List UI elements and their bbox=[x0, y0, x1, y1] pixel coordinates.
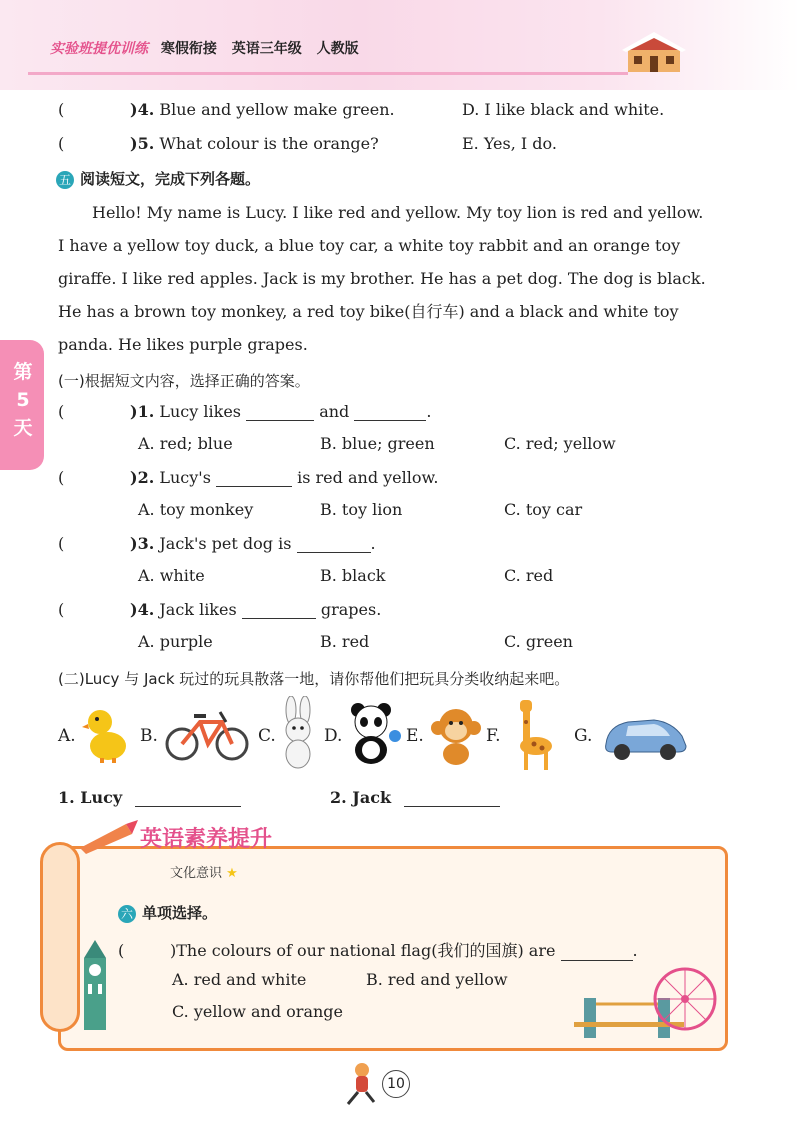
option-b[interactable]: B. red and yellow bbox=[366, 970, 508, 989]
option-c[interactable]: C. red bbox=[504, 566, 554, 585]
answer-paren[interactable]: ( bbox=[58, 468, 65, 487]
question-number: )4. bbox=[130, 100, 155, 119]
answer-paren[interactable]: ( bbox=[118, 941, 125, 960]
option-b[interactable]: B. blue; green bbox=[320, 434, 435, 453]
match-question-4 bbox=[58, 100, 395, 119]
header-title bbox=[50, 38, 359, 58]
section-5-heading bbox=[56, 168, 260, 189]
monkey-icon bbox=[430, 704, 482, 766]
section-title: 阅读短文，完成下列各题。 bbox=[80, 170, 261, 188]
passage-line: giraffe. I like red apples. Jack is my brother. He has a pet dog. The dog is black. bbox=[58, 269, 706, 288]
section-title: 单项选择。 bbox=[142, 904, 218, 922]
banner-title: 英语素养提升 bbox=[140, 827, 273, 852]
toy-label-e: E. bbox=[406, 726, 424, 746]
part-1-title: (一)根据短文内容，选择正确的答案。 bbox=[58, 372, 310, 390]
house-icon bbox=[618, 30, 690, 74]
answer-blank-jack[interactable] bbox=[404, 791, 500, 807]
answer-blank[interactable] bbox=[216, 471, 292, 487]
toy-label-d: D. bbox=[324, 726, 343, 746]
flag-question: ( )The colours of our national flag(我们的国旗) are . bbox=[118, 941, 638, 960]
answer-blank[interactable] bbox=[561, 945, 633, 961]
answer-paren[interactable]: ( bbox=[58, 534, 65, 553]
subject-label: 英语三年级 bbox=[231, 41, 302, 57]
mc-question-4: ( )4. Jack likes grapes. bbox=[58, 600, 382, 619]
option-c[interactable]: C. green bbox=[504, 632, 573, 651]
option-a[interactable]: A. purple bbox=[138, 632, 213, 651]
section-number-icon: 六 bbox=[118, 905, 136, 923]
answer-paren: ( bbox=[58, 100, 65, 119]
car-icon bbox=[598, 708, 692, 764]
option-c[interactable]: C. toy car bbox=[504, 500, 583, 519]
section-number-icon: 五 bbox=[56, 171, 74, 189]
answer-blank-lucy[interactable] bbox=[135, 791, 241, 807]
toy-label-a: A. bbox=[58, 726, 76, 746]
star-icon: ★ bbox=[226, 866, 238, 881]
passage-line: I have a yellow toy duck, a blue toy car, a white toy rabbit and an orange toy bbox=[58, 236, 681, 255]
answer-jack: 2. Jack bbox=[330, 788, 500, 807]
banner-subtitle: 文化意识 ★ bbox=[170, 866, 238, 881]
panda-icon bbox=[346, 700, 402, 766]
answer-paren[interactable]: ( bbox=[58, 402, 65, 421]
answer-blank[interactable] bbox=[242, 603, 316, 619]
option-b[interactable]: B. black bbox=[320, 566, 386, 585]
scroll-roll bbox=[40, 842, 80, 1032]
option-b[interactable]: B. toy lion bbox=[320, 500, 403, 519]
passage-line: panda. He likes purple grapes. bbox=[58, 335, 308, 354]
option-c[interactable]: C. red; yellow bbox=[504, 434, 616, 453]
option-a[interactable]: A. white bbox=[138, 566, 205, 585]
toy-label-g: G. bbox=[574, 726, 593, 746]
answer-blank[interactable] bbox=[354, 405, 426, 421]
toy-label-f: F. bbox=[486, 726, 501, 746]
series-label: 寒假衔接 bbox=[160, 41, 217, 57]
answer-paren: ( bbox=[58, 134, 65, 153]
giraffe-icon bbox=[510, 696, 560, 774]
question-number: )5. bbox=[130, 134, 155, 153]
section-6-heading bbox=[118, 902, 217, 923]
mc-question-3: ( )3. Jack's pet dog is . bbox=[58, 534, 376, 553]
day-tab-label: 第5天 bbox=[13, 361, 33, 439]
clock-tower-icon bbox=[78, 940, 112, 1030]
match-option-d: D. I like black and white. bbox=[462, 100, 665, 119]
part-2-title: (二)Lucy 与 Jack 玩过的玩具散落一地，请你帮他们把玩具分类收纳起来吧。 bbox=[58, 670, 570, 688]
toy-label-c: C. bbox=[258, 726, 276, 746]
option-a[interactable]: A. toy monkey bbox=[138, 500, 254, 519]
edition-label: 人教版 bbox=[316, 41, 359, 57]
reading-passage bbox=[58, 196, 734, 361]
match-question-5 bbox=[58, 134, 379, 153]
duck-icon bbox=[82, 702, 128, 764]
option-a[interactable]: A. red and white bbox=[172, 970, 307, 989]
answer-lucy: 1. Lucy bbox=[58, 788, 241, 807]
question-text: What colour is the orange? bbox=[159, 134, 379, 153]
page-number: 10 bbox=[382, 1070, 410, 1098]
rabbit-icon bbox=[276, 696, 320, 772]
passage-line: Hello! My name is Lucy. I like red and yellow. My toy lion is red and yellow. bbox=[92, 203, 704, 222]
ferris-wheel-icon bbox=[650, 964, 720, 1034]
option-c[interactable]: C. yellow and orange bbox=[172, 1002, 344, 1021]
toy-label-b: B. bbox=[140, 726, 158, 746]
answer-paren[interactable]: ( bbox=[58, 600, 65, 619]
pen-icon bbox=[80, 818, 140, 858]
mc-question-1: ( )1. Lucy likes and . bbox=[58, 402, 432, 421]
brand-name: 实验班提优训练 bbox=[50, 41, 148, 57]
runner-icon bbox=[340, 1062, 380, 1106]
option-b[interactable]: B. red bbox=[320, 632, 370, 651]
question-text: Blue and yellow make green. bbox=[159, 100, 395, 119]
answer-blank[interactable] bbox=[246, 405, 314, 421]
header-divider bbox=[28, 72, 628, 75]
passage-line: He has a brown toy monkey, a red toy bike(自行车) and a black and white toy bbox=[58, 302, 679, 321]
answer-blank[interactable] bbox=[297, 537, 371, 553]
bike-icon bbox=[164, 706, 250, 764]
option-a[interactable]: A. red; blue bbox=[138, 434, 233, 453]
mc-question-2: ( )2. Lucy's is red and yellow. bbox=[58, 468, 439, 487]
match-option-e: E. Yes, I do. bbox=[462, 134, 557, 153]
